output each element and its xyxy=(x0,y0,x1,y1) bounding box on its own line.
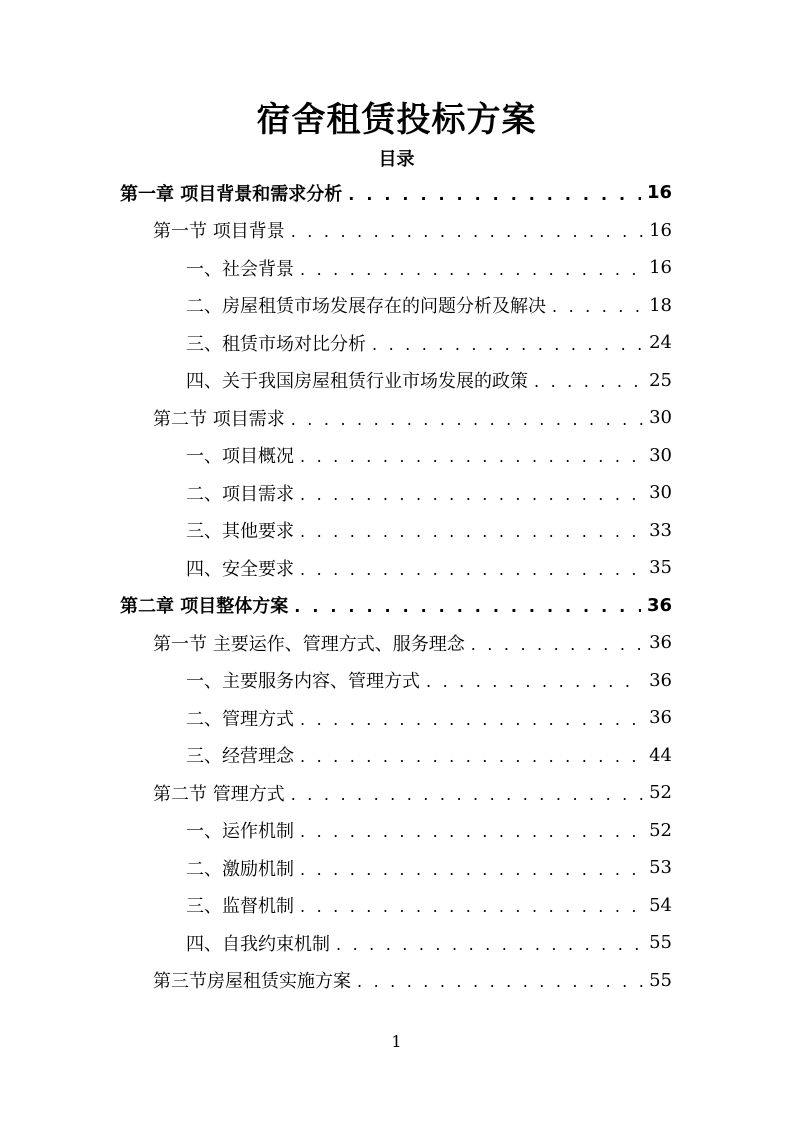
toc-dot-leader xyxy=(426,670,643,690)
toc-entry-label: 一、项目概况 xyxy=(186,446,294,467)
toc-entry-label: 第二节 项目需求 xyxy=(153,408,285,430)
toc-entry-page: 24 xyxy=(649,332,672,353)
toc-dot-leader xyxy=(534,370,643,390)
toc-entry-page: 54 xyxy=(649,894,672,916)
toc-entry-label: 第一节 主要运作、管理方式、服务理念 xyxy=(153,633,465,655)
toc-entry[interactable] xyxy=(186,324,672,361)
toc-dot-leader xyxy=(300,520,643,540)
toc-dot-leader xyxy=(552,295,643,315)
toc-entry-page: 36 xyxy=(649,669,672,691)
toc-entry-page: 25 xyxy=(649,369,672,391)
toc-entry-page: 16 xyxy=(646,182,672,203)
toc-entry-page: 33 xyxy=(649,519,672,541)
toc-entry[interactable] xyxy=(153,962,672,999)
toc-dot-leader xyxy=(300,858,643,878)
toc-entry-label: 四、安全要求 xyxy=(186,558,294,580)
toc-entry[interactable] xyxy=(186,849,672,886)
toc-dot-leader xyxy=(300,708,643,728)
toc-entry-page: 36 xyxy=(649,632,672,653)
toc-entry[interactable] xyxy=(186,512,672,549)
toc-entry-label: 三、租赁市场对比分析 xyxy=(186,333,366,355)
document-title: 宿舍租赁投标方案 xyxy=(256,100,537,140)
toc-entry-page: 53 xyxy=(649,857,672,878)
toc-dot-leader xyxy=(291,783,643,803)
toc-entry-label: 第二节 管理方式 xyxy=(153,783,285,805)
toc-entry-page: 16 xyxy=(649,219,672,241)
toc-entry-page: 55 xyxy=(649,932,672,953)
toc-dot-leader xyxy=(291,220,643,240)
toc-entry-label: 三、经营理念 xyxy=(186,746,294,767)
toc-entry-label: 一、主要服务内容、管理方式 xyxy=(186,671,420,692)
toc-entry-page: 16 xyxy=(649,257,672,278)
toc-heading: 目录 xyxy=(378,149,415,170)
toc-entry-page: 30 xyxy=(649,444,672,466)
toc-entry[interactable] xyxy=(186,437,672,474)
toc-entry-label: 四、自我约束机制 xyxy=(186,933,330,955)
toc-entry-label: 四、关于我国房屋租赁行业市场发展的政策 xyxy=(186,371,528,392)
toc-dot-leader xyxy=(291,408,643,428)
toc-entry-page: 55 xyxy=(649,969,672,991)
toc-dot-leader xyxy=(300,445,643,465)
toc-entry-label: 第一章 项目背景和需求分析 xyxy=(120,183,343,205)
toc-dot-leader xyxy=(300,258,643,278)
toc-entry-page: 52 xyxy=(649,782,672,803)
toc-entry-page: 36 xyxy=(649,707,672,728)
toc-entry[interactable] xyxy=(186,549,672,586)
toc-entry[interactable] xyxy=(186,887,672,924)
toc-entry[interactable] xyxy=(186,812,672,849)
toc-dot-leader xyxy=(372,333,643,353)
toc-entry[interactable] xyxy=(120,587,672,624)
toc-dot-leader xyxy=(294,595,641,615)
toc-entry[interactable] xyxy=(186,924,672,961)
toc-entry[interactable] xyxy=(186,474,672,511)
toc-dot-leader xyxy=(357,970,643,990)
toc-dot-leader xyxy=(300,483,643,503)
page-number: 1 xyxy=(391,1032,402,1051)
toc-entry-label: 二、激励机制 xyxy=(186,858,294,880)
toc-entry-label: 三、其他要求 xyxy=(186,521,294,542)
toc-entry-page: 30 xyxy=(649,482,672,503)
toc-entry-page: 36 xyxy=(646,594,672,616)
toc-entry[interactable] xyxy=(186,287,672,324)
toc-entry-page: 30 xyxy=(649,407,672,428)
toc-entry-page: 35 xyxy=(649,557,672,578)
toc-dot-leader xyxy=(471,633,643,653)
toc-entry-label: 一、运作机制 xyxy=(186,821,294,842)
toc-entry-label: 二、管理方式 xyxy=(186,708,294,730)
toc-entry[interactable] xyxy=(186,362,672,399)
toc-dot-leader xyxy=(348,183,641,203)
toc-dot-leader xyxy=(300,558,643,578)
toc-entry-label: 二、房屋租赁市场发展存在的问题分析及解决 xyxy=(186,296,546,317)
toc-dot-leader xyxy=(300,895,643,915)
toc-entry[interactable] xyxy=(153,774,672,811)
toc-entry[interactable] xyxy=(186,249,672,286)
toc-entry-label: 二、项目需求 xyxy=(186,483,294,505)
toc-entry-label: 第二章 项目整体方案 xyxy=(120,596,289,617)
toc-entry[interactable] xyxy=(186,662,672,699)
toc-entry-page: 52 xyxy=(649,819,672,841)
toc-entry[interactable] xyxy=(153,624,672,661)
toc-entry-label: 第一节 项目背景 xyxy=(153,221,285,242)
toc-dot-leader xyxy=(300,820,643,840)
toc-entry[interactable] xyxy=(186,737,672,774)
toc-entry-page: 18 xyxy=(649,294,672,316)
toc-dot-leader xyxy=(300,745,643,765)
toc-entry-label: 第三节房屋租赁实施方案 xyxy=(153,971,351,992)
toc-entry[interactable] xyxy=(120,174,672,211)
toc-entry[interactable] xyxy=(153,399,672,436)
toc-entry-label: 一、社会背景 xyxy=(186,258,294,280)
toc-dot-leader xyxy=(336,933,643,953)
toc-entry-page: 44 xyxy=(649,744,672,766)
toc-entry[interactable] xyxy=(186,699,672,736)
toc-entry-label: 三、监督机制 xyxy=(186,896,294,917)
toc-entry[interactable] xyxy=(153,212,672,249)
